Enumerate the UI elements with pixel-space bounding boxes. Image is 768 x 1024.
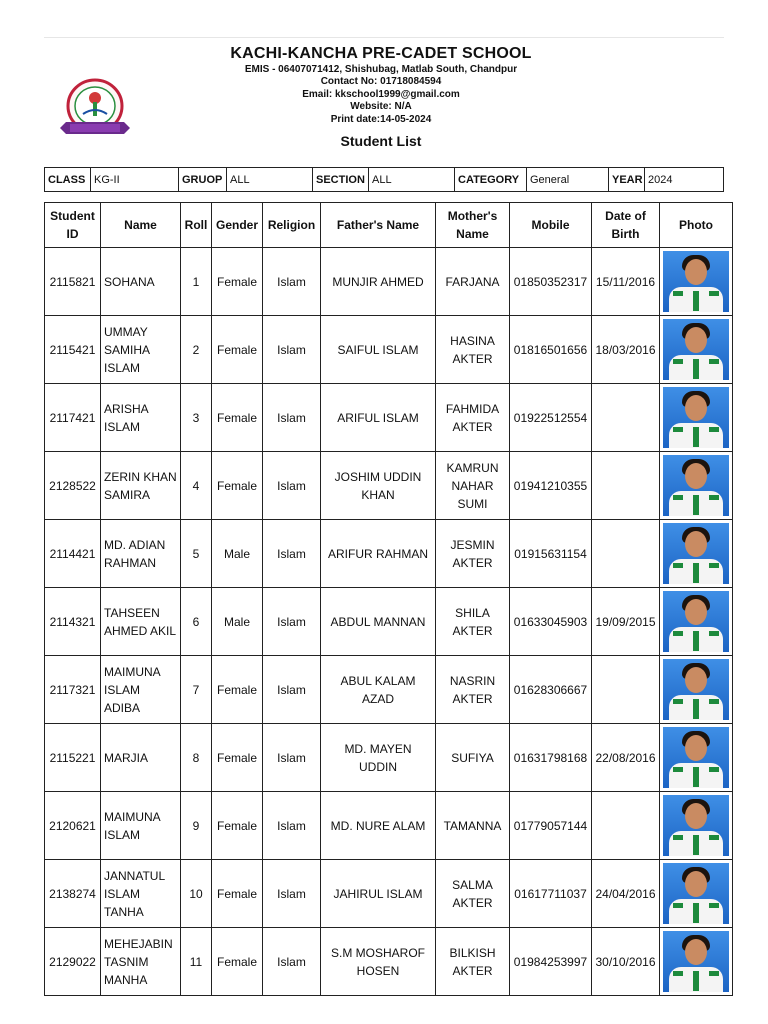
date-of-birth-cell: 15/11/2016 <box>592 248 660 316</box>
category-label: CATEGORY <box>455 168 527 192</box>
mother-name-cell: TAMANNA <box>436 792 510 860</box>
filter-table <box>44 167 724 192</box>
col-mother-name: Mother's Name <box>436 203 510 248</box>
mother-name-cell: SUFIYA <box>436 724 510 792</box>
date-of-birth-cell <box>592 452 660 520</box>
photo-cell <box>660 724 733 792</box>
date-of-birth-cell: 24/04/2016 <box>592 860 660 928</box>
date-of-birth-cell <box>592 384 660 452</box>
student-photo <box>663 455 729 516</box>
roll-cell: 4 <box>181 452 212 520</box>
student-photo <box>663 795 729 856</box>
table-header-row <box>45 203 733 248</box>
photo-cell <box>660 384 733 452</box>
filter-row <box>45 168 724 192</box>
gender-cell: Male <box>212 588 263 656</box>
student-name-cell: SOHANA <box>101 248 181 316</box>
religion-cell: Islam <box>263 588 321 656</box>
student-name-cell: MEHEJABIN TASNIM MANHA <box>101 928 181 996</box>
mother-name-cell: SALMA AKTER <box>436 860 510 928</box>
religion-cell: Islam <box>263 248 321 316</box>
date-of-birth-cell: 22/08/2016 <box>592 724 660 792</box>
col-mobile: Mobile <box>510 203 592 248</box>
student-name-cell: MAIMUNA ISLAM <box>101 792 181 860</box>
student-photo <box>663 727 729 788</box>
roll-cell: 6 <box>181 588 212 656</box>
student-name-cell: MD. ADIAN RAHMAN <box>101 520 181 588</box>
religion-cell: Islam <box>263 452 321 520</box>
photo-cell <box>660 928 733 996</box>
student-name-cell: TAHSEEN AHMED AKIL <box>101 588 181 656</box>
religion-cell: Islam <box>263 860 321 928</box>
student-id-cell: 2128522 <box>45 452 101 520</box>
photo-cell <box>660 316 733 384</box>
student-name-cell: ARISHA ISLAM <box>101 384 181 452</box>
mother-name-cell: NASRIN AKTER <box>436 656 510 724</box>
student-id-cell: 2117421 <box>45 384 101 452</box>
print-date: Print date:14-05-2024 <box>330 113 432 125</box>
father-name-cell: MD. NURE ALAM <box>321 792 436 860</box>
student-photo <box>663 591 729 652</box>
student-rows <box>45 248 733 996</box>
mobile-cell: 01617711037 <box>510 860 592 928</box>
student-id-cell: 2115821 <box>45 248 101 316</box>
photo-cell <box>660 656 733 724</box>
emis-address: EMIS - 06407071412, Shishubag, Matlab South, Chandpur <box>244 64 518 75</box>
photo-cell <box>660 792 733 860</box>
year-label: YEAR <box>609 168 645 192</box>
father-name-cell: ABDUL MANNAN <box>321 588 436 656</box>
contact-number: Contact No: 01718084594 <box>320 76 442 88</box>
religion-cell: Islam <box>263 316 321 384</box>
student-id-cell: 2117321 <box>45 656 101 724</box>
date-of-birth-cell: 18/03/2016 <box>592 316 660 384</box>
student-id-cell: 2114421 <box>45 520 101 588</box>
student-photo <box>663 659 729 720</box>
table-row <box>45 520 733 588</box>
religion-cell: Islam <box>263 520 321 588</box>
page-title: Student List <box>340 133 422 150</box>
mobile-cell: 01941210355 <box>510 452 592 520</box>
gender-cell: Female <box>212 452 263 520</box>
mother-name-cell: SHILA AKTER <box>436 588 510 656</box>
roll-cell: 9 <box>181 792 212 860</box>
mother-name-cell: KAMRUN NAHAR SUMI <box>436 452 510 520</box>
email: Email: kkschool1999@gmail.com <box>302 88 460 100</box>
gender-cell: Female <box>212 248 263 316</box>
mobile-cell: 01633045903 <box>510 588 592 656</box>
mobile-cell: 01631798168 <box>510 724 592 792</box>
father-name-cell: S.M MOSHAROF HOSEN <box>321 928 436 996</box>
father-name-cell: ARIFUR RAHMAN <box>321 520 436 588</box>
student-name-cell: JANNATUL ISLAM TANHA <box>101 860 181 928</box>
class-label: CLASS <box>45 168 91 192</box>
roll-cell: 5 <box>181 520 212 588</box>
religion-cell: Islam <box>263 928 321 996</box>
student-name-cell: MARJIA <box>101 724 181 792</box>
date-of-birth-cell <box>592 520 660 588</box>
table-row <box>45 860 733 928</box>
table-row <box>45 248 733 316</box>
table-row <box>45 792 733 860</box>
student-id-cell: 2129022 <box>45 928 101 996</box>
father-name-cell: ABUL KALAM AZAD <box>321 656 436 724</box>
col-photo: Photo <box>660 203 733 248</box>
school-logo <box>56 76 134 144</box>
section-value: ALL <box>369 168 455 192</box>
roll-cell: 7 <box>181 656 212 724</box>
gender-cell: Female <box>212 656 263 724</box>
group-label: GRUOP <box>179 168 227 192</box>
mother-name-cell: FAHMIDA AKTER <box>436 384 510 452</box>
table-row <box>45 588 733 656</box>
date-of-birth-cell: 30/10/2016 <box>592 928 660 996</box>
religion-cell: Islam <box>263 384 321 452</box>
table-row <box>45 656 733 724</box>
student-name-cell: MAIMUNA ISLAM ADIBA <box>101 656 181 724</box>
photo-cell <box>660 248 733 316</box>
col-date-of-birth: Date of Birth <box>592 203 660 248</box>
father-name-cell: MUNJIR AHMED <box>321 248 436 316</box>
top-divider <box>44 37 724 38</box>
religion-cell: Islam <box>263 656 321 724</box>
student-photo <box>663 387 729 448</box>
photo-cell <box>660 520 733 588</box>
student-photo <box>663 251 729 312</box>
col-gender: Gender <box>212 203 263 248</box>
gender-cell: Female <box>212 316 263 384</box>
section-label: SECTION <box>313 168 369 192</box>
class-value: KG-II <box>91 168 179 192</box>
date-of-birth-cell <box>592 792 660 860</box>
mobile-cell: 01915631154 <box>510 520 592 588</box>
table-row <box>45 928 733 996</box>
gender-cell: Male <box>212 520 263 588</box>
col-roll: Roll <box>181 203 212 248</box>
father-name-cell: MD. MAYEN UDDIN <box>321 724 436 792</box>
mother-name-cell: BILKISH AKTER <box>436 928 510 996</box>
roll-cell: 11 <box>181 928 212 996</box>
table-row <box>45 316 733 384</box>
category-value: General <box>527 168 609 192</box>
col-father-name: Father's Name <box>321 203 436 248</box>
mother-name-cell: JESMIN AKTER <box>436 520 510 588</box>
student-name-cell: ZERIN KHAN SAMIRA <box>101 452 181 520</box>
student-name-cell: UMMAY SAMIHA ISLAM <box>101 316 181 384</box>
mobile-cell: 01850352317 <box>510 248 592 316</box>
father-name-cell: JAHIRUL ISLAM <box>321 860 436 928</box>
roll-cell: 8 <box>181 724 212 792</box>
student-photo <box>663 863 729 924</box>
roll-cell: 3 <box>181 384 212 452</box>
student-id-cell: 2115421 <box>45 316 101 384</box>
roll-cell: 2 <box>181 316 212 384</box>
gender-cell: Female <box>212 724 263 792</box>
mobile-cell: 01779057144 <box>510 792 592 860</box>
website: Website: N/A <box>350 101 412 113</box>
table-row <box>45 452 733 520</box>
mobile-cell: 01816501656 <box>510 316 592 384</box>
student-id-cell: 2120621 <box>45 792 101 860</box>
table-row <box>45 384 733 452</box>
student-id-cell: 2138274 <box>45 860 101 928</box>
date-of-birth-cell: 19/09/2015 <box>592 588 660 656</box>
date-of-birth-cell <box>592 656 660 724</box>
school-name: KACHI-KANCHA PRE-CADET SCHOOL <box>230 45 532 62</box>
gender-cell: Female <box>212 928 263 996</box>
father-name-cell: SAIFUL ISLAM <box>321 316 436 384</box>
report-header <box>170 44 592 149</box>
photo-cell <box>660 860 733 928</box>
father-name-cell: JOSHIM UDDIN KHAN <box>321 452 436 520</box>
roll-cell: 10 <box>181 860 212 928</box>
student-id-cell: 2115221 <box>45 724 101 792</box>
mother-name-cell: FARJANA <box>436 248 510 316</box>
photo-cell <box>660 588 733 656</box>
gender-cell: Female <box>212 792 263 860</box>
group-value: ALL <box>227 168 313 192</box>
mother-name-cell: HASINA AKTER <box>436 316 510 384</box>
mobile-cell: 01984253997 <box>510 928 592 996</box>
col-student-id: Student ID <box>45 203 101 248</box>
student-photo <box>663 931 729 992</box>
father-name-cell: ARIFUL ISLAM <box>321 384 436 452</box>
religion-cell: Islam <box>263 792 321 860</box>
student-id-cell: 2114321 <box>45 588 101 656</box>
student-photo <box>663 523 729 584</box>
gender-cell: Female <box>212 384 263 452</box>
roll-cell: 1 <box>181 248 212 316</box>
religion-cell: Islam <box>263 724 321 792</box>
student-table <box>44 202 733 996</box>
mobile-cell: 01628306667 <box>510 656 592 724</box>
gender-cell: Female <box>212 860 263 928</box>
student-photo <box>663 319 729 380</box>
year-value: 2024 <box>645 168 724 192</box>
col-religion: Religion <box>263 203 321 248</box>
photo-cell <box>660 452 733 520</box>
mobile-cell: 01922512554 <box>510 384 592 452</box>
col-name: Name <box>101 203 181 248</box>
table-row <box>45 724 733 792</box>
